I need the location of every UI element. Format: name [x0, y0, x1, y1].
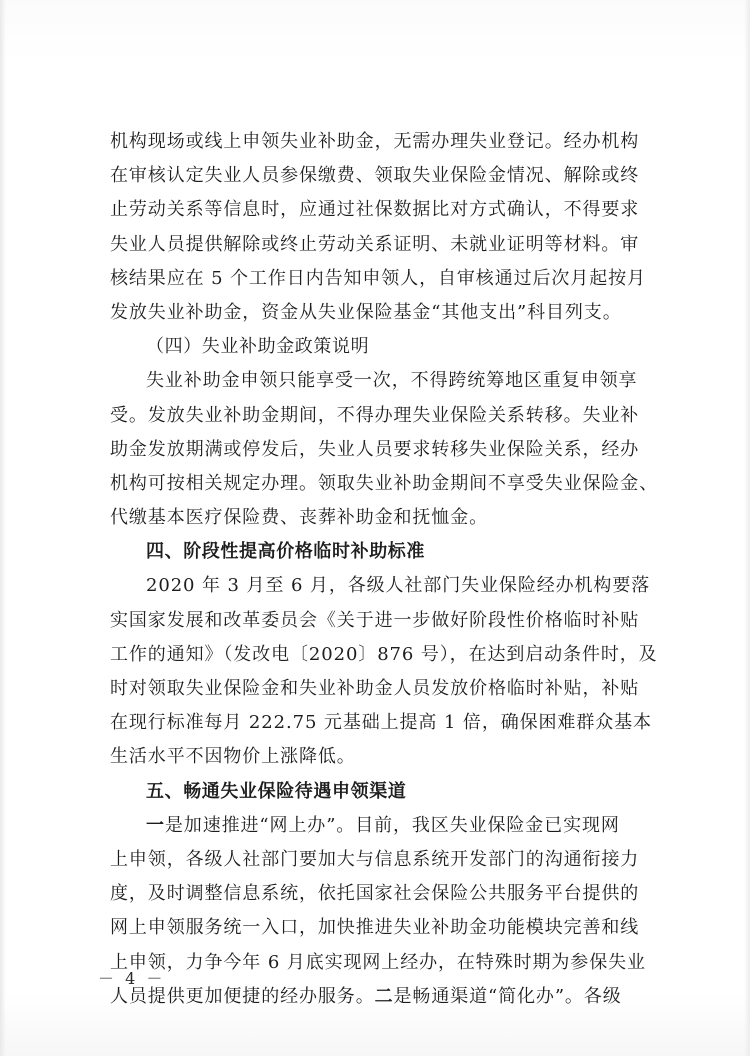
text-line: [110, 980, 660, 1014]
text-run: 是加速推进“网上办”。目前，我区失业保险金已实现网: [164, 814, 620, 836]
text-line: 时对领取失业保险金和失业补助金人员发放价格临时补贴，补贴: [110, 678, 640, 699]
text-line: 止劳动关系等信息时，应通过社保数据比对方式确认，不得要求: [110, 199, 640, 221]
section-subheading: （四）失业补助金政策说明: [146, 336, 370, 358]
text-line: 机构现场或线上申领失业补助金，无需办理失业登记。经办机构: [110, 131, 640, 152]
emphasis-lead: 二: [374, 985, 394, 1007]
paragraph-first-line: [110, 809, 660, 843]
text-line: 生活水平不因物价上涨降低。: [110, 746, 356, 768]
page-edge-left: [0, 0, 6, 1056]
text-line: 在现行标准每月 222.75 元基础上提高 1 倍，确保困难群众基本: [110, 712, 652, 734]
text-run: 人员提供更加便捷的经办服务。: [110, 985, 375, 1007]
text-line: 助金发放期满或停发后，失业人员要求转移失业保险关系，经办: [110, 438, 640, 460]
text-line: 受。发放失业补助金期间，不得办理失业保险关系转移。失业补: [110, 404, 640, 426]
text-line: 实国家发展和改革委员会《关于进一步做好阶段性价格临时补贴: [110, 609, 640, 631]
text-line: 失业人员提供解除或终止劳动关系证明、未就业证明等材料。审: [110, 233, 640, 255]
text-line: 核结果应在 5 个工作日内告知申领人，自审核通过后次月起按月: [110, 267, 646, 289]
text-line: 在审核认定失业人员参保缴费、领取失业保险金情况、解除或终: [110, 165, 640, 187]
emphasis-lead: 一: [146, 814, 165, 836]
section-heading: 五、畅通失业保险待遇申领渠道: [146, 780, 407, 802]
page-edge-right: [744, 0, 750, 1056]
text-line: 上申领，力争今年 6 月底实现网上经办，在特殊时期为参保失业: [110, 951, 646, 973]
text-line: 工作的通知》（发改电〔2020〕876 号），在达到启动条件时，及: [110, 643, 658, 665]
text-line: 发放失业补助金，资金从失业保险基金“其他支出”科目列支。: [110, 301, 622, 323]
text-line: 上申领，各级人社部门要加大与信息系统开发部门的沟通衔接力: [110, 848, 640, 870]
text-line: 代缴基本医疗保险费、丧葬补助金和抚恤金。: [110, 507, 488, 529]
text-line: 度，及时调整信息系统，依托国家社会保险公共服务平台提供的: [110, 883, 640, 905]
section-heading: 四、阶段性提高价格临时补助标准: [146, 541, 425, 563]
text-line: 网上申领服务统一入口，加快推进失业补助金功能模块完善和线: [110, 917, 640, 939]
document-body: [110, 125, 660, 1014]
paragraph-first-line: 失业补助金申领只能享受一次，不得跨统筹地区重复申领享: [146, 370, 638, 392]
paragraph-first-line: 2020 年 3 月至 6 月，各级人社部门失业保险经办机构要落: [146, 575, 651, 597]
page-number: － 4 －: [98, 969, 166, 988]
text-run: 是畅通渠道“简化办”。各级: [393, 985, 622, 1007]
text-line: 机构可按相关规定办理。领取失业补助金期间不享受失业保险金、: [110, 472, 659, 494]
